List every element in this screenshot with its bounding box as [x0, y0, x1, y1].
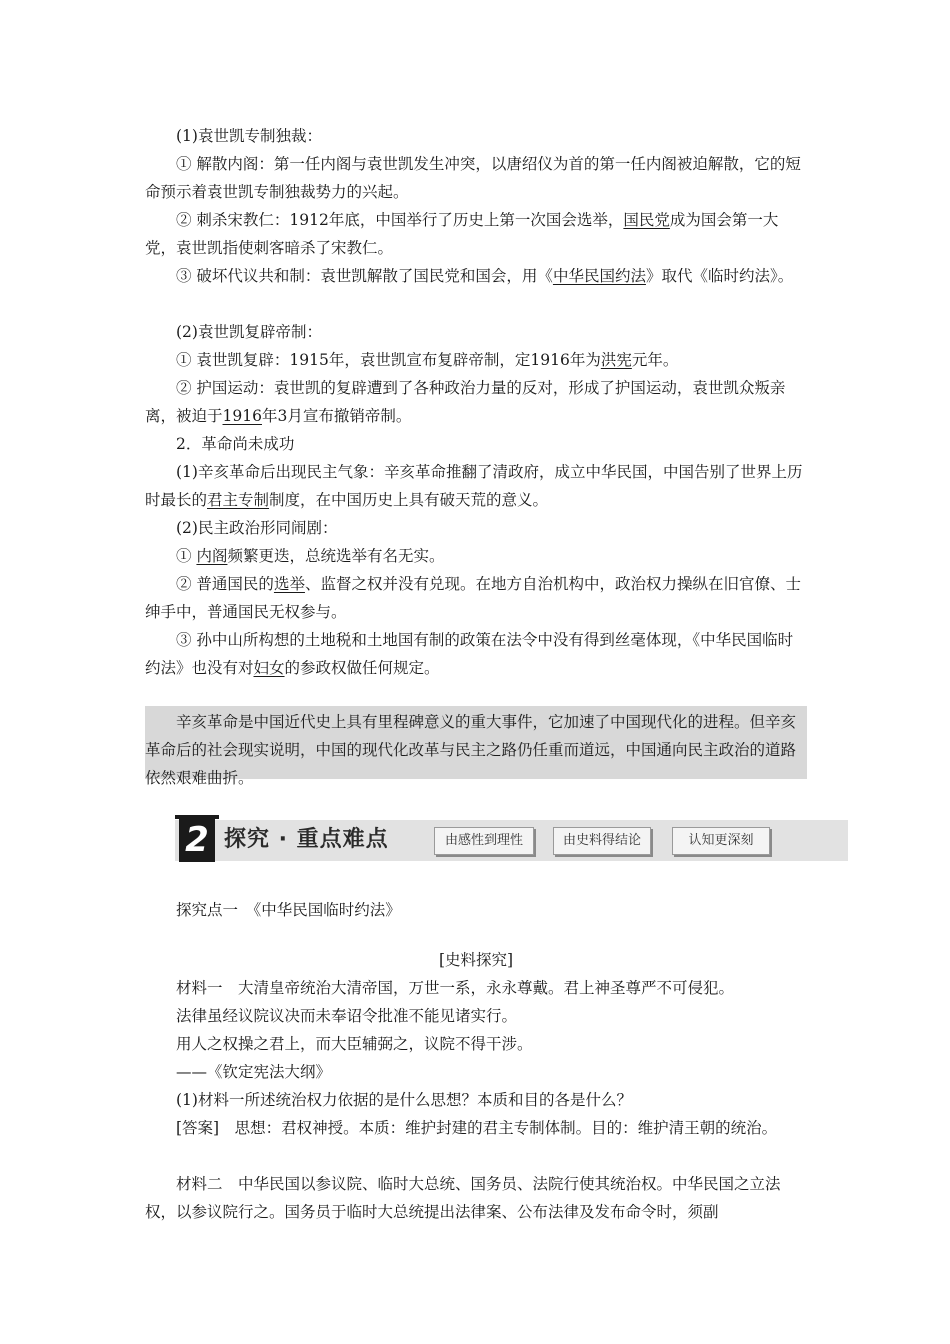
item-dissolve-cabinet: ① 解散内阁：第一任内阁与袁世凯发生冲突，以唐绍仪为首的第一任内阁被迫解散，它的短命预示着袁世凯专制独裁势力的兴起。	[145, 155, 801, 201]
heading-yuan-dictatorship: (1)袁世凯专制独裁：	[176, 127, 322, 145]
material-two: 材料二 中华民国以参议院、临时大总统、国务员、法院行使其统治权。中华民国之立法权，以参议院行之。国务员于临时大总统提出法律案、公布法律及发布命令时，须副	[145, 1175, 781, 1221]
tag-perceptual-to-rational: 由感性到理性	[434, 827, 534, 855]
heading-restoration: (2)袁世凯复辟帝制：	[176, 323, 322, 341]
heading-farce: (2)民主政治形同闹剧：	[176, 519, 338, 537]
item-protect-nation: ② 护国运动：袁世凯的复辟遭到了各种政治力量的反对，形成了护国运动，袁世凯众叛亲离，被迫于1916年3月宣布撤销帝制。	[145, 379, 786, 425]
blank-cabinet: 内阁	[196, 547, 228, 565]
blank-election: 选举	[273, 575, 305, 593]
blank-monarchy: 君主专制	[207, 491, 270, 509]
section-number: 2	[179, 818, 215, 862]
material-one-line3: 用人之权操之君上，而大臣辅弼之，议院不得干涉。	[176, 1035, 533, 1053]
material-one-source: ——《钦定宪法大纲》	[176, 1063, 332, 1081]
item-democratic-atmosphere: (1)辛亥革命后出现民主气象：辛亥革命推翻了清政府，成立中华民国，中国告别了世界上历时最长的君主专制制度，在中国历史上具有破天荒的意义。	[145, 463, 803, 509]
tag-deeper-cognition: 认知更深刻	[672, 827, 770, 855]
section-title: 探究 · 重点难点	[224, 827, 389, 852]
item-sun-policy: ③ 孙中山所构想的土地税和土地国有制的政策在法令中没有得到丝毫体现，《中华民国临时约法》也没有对妇女的参政权做任何规定。	[145, 631, 794, 677]
blank-constitution: 中华民国约法	[552, 267, 646, 285]
explore-point-title: 探究点一 《中华民国临时约法》	[176, 901, 401, 919]
material-one-line1: 材料一 大清皇帝统治大清帝国，万世一系，永永尊戴。君上神圣尊严不可侵犯。	[176, 979, 735, 997]
item-election-rights: ② 普通国民的选举、监督之权并没有兑现。在地方自治机构中，政治权力操纵在旧官僚、士绅手中，普通国民无权参与。	[145, 575, 801, 621]
blank-kmt: 国民党	[623, 211, 670, 229]
material-one-line2: 法律虽经议院议决而未奉诏令批准不能见诸实行。	[176, 1007, 518, 1025]
item-restoration: ① 袁世凯复辟：1915年，袁世凯宣布复辟帝制，定1916年为洪宪元年。	[176, 351, 679, 369]
blank-1916: 1916	[222, 407, 262, 425]
summary-text: 辛亥革命是中国近代史上具有里程碑意义的重大事件，它加速了中国现代化的进程。但辛亥革命后的社会现实说明，中国的现代化改革与民主之路仍任重而道远，中国通向民主政治的道路依然艰难曲折。	[145, 713, 797, 787]
answer-one: [答案] 思想：君权神授。本质：维护封建的君主专制体制。目的：维护清王朝的统治。	[176, 1119, 778, 1137]
tag-sources-to-conclusion: 由史料得结论	[553, 827, 651, 855]
section-label-source: [史料探究]	[438, 951, 514, 969]
item-assassination-song: ② 刺杀宋教仁：1912年底，中国举行了历史上第一次国会选举，国民党成为国会第一大党，袁世凯指使刺客暗杀了宋教仁。	[145, 211, 779, 257]
blank-women: 妇女	[253, 659, 285, 677]
blank-hongxian: 洪宪	[600, 351, 632, 369]
heading-revolution-unfinished: 2．革命尚未成功	[176, 435, 295, 453]
summary-box	[145, 706, 807, 787]
item-cabinet-changes: ① 内阁频繁更迭，总统选举有名无实。	[176, 547, 445, 565]
question-one: (1)材料一所述统治权力依据的是什么思想？本质和目的各是什么？	[176, 1091, 632, 1109]
item-destroy-republic: ③ 破坏代议共和制：袁世凯解散了国民党和国会，用《中华民国约法》取代《临时约法》。	[176, 267, 794, 285]
